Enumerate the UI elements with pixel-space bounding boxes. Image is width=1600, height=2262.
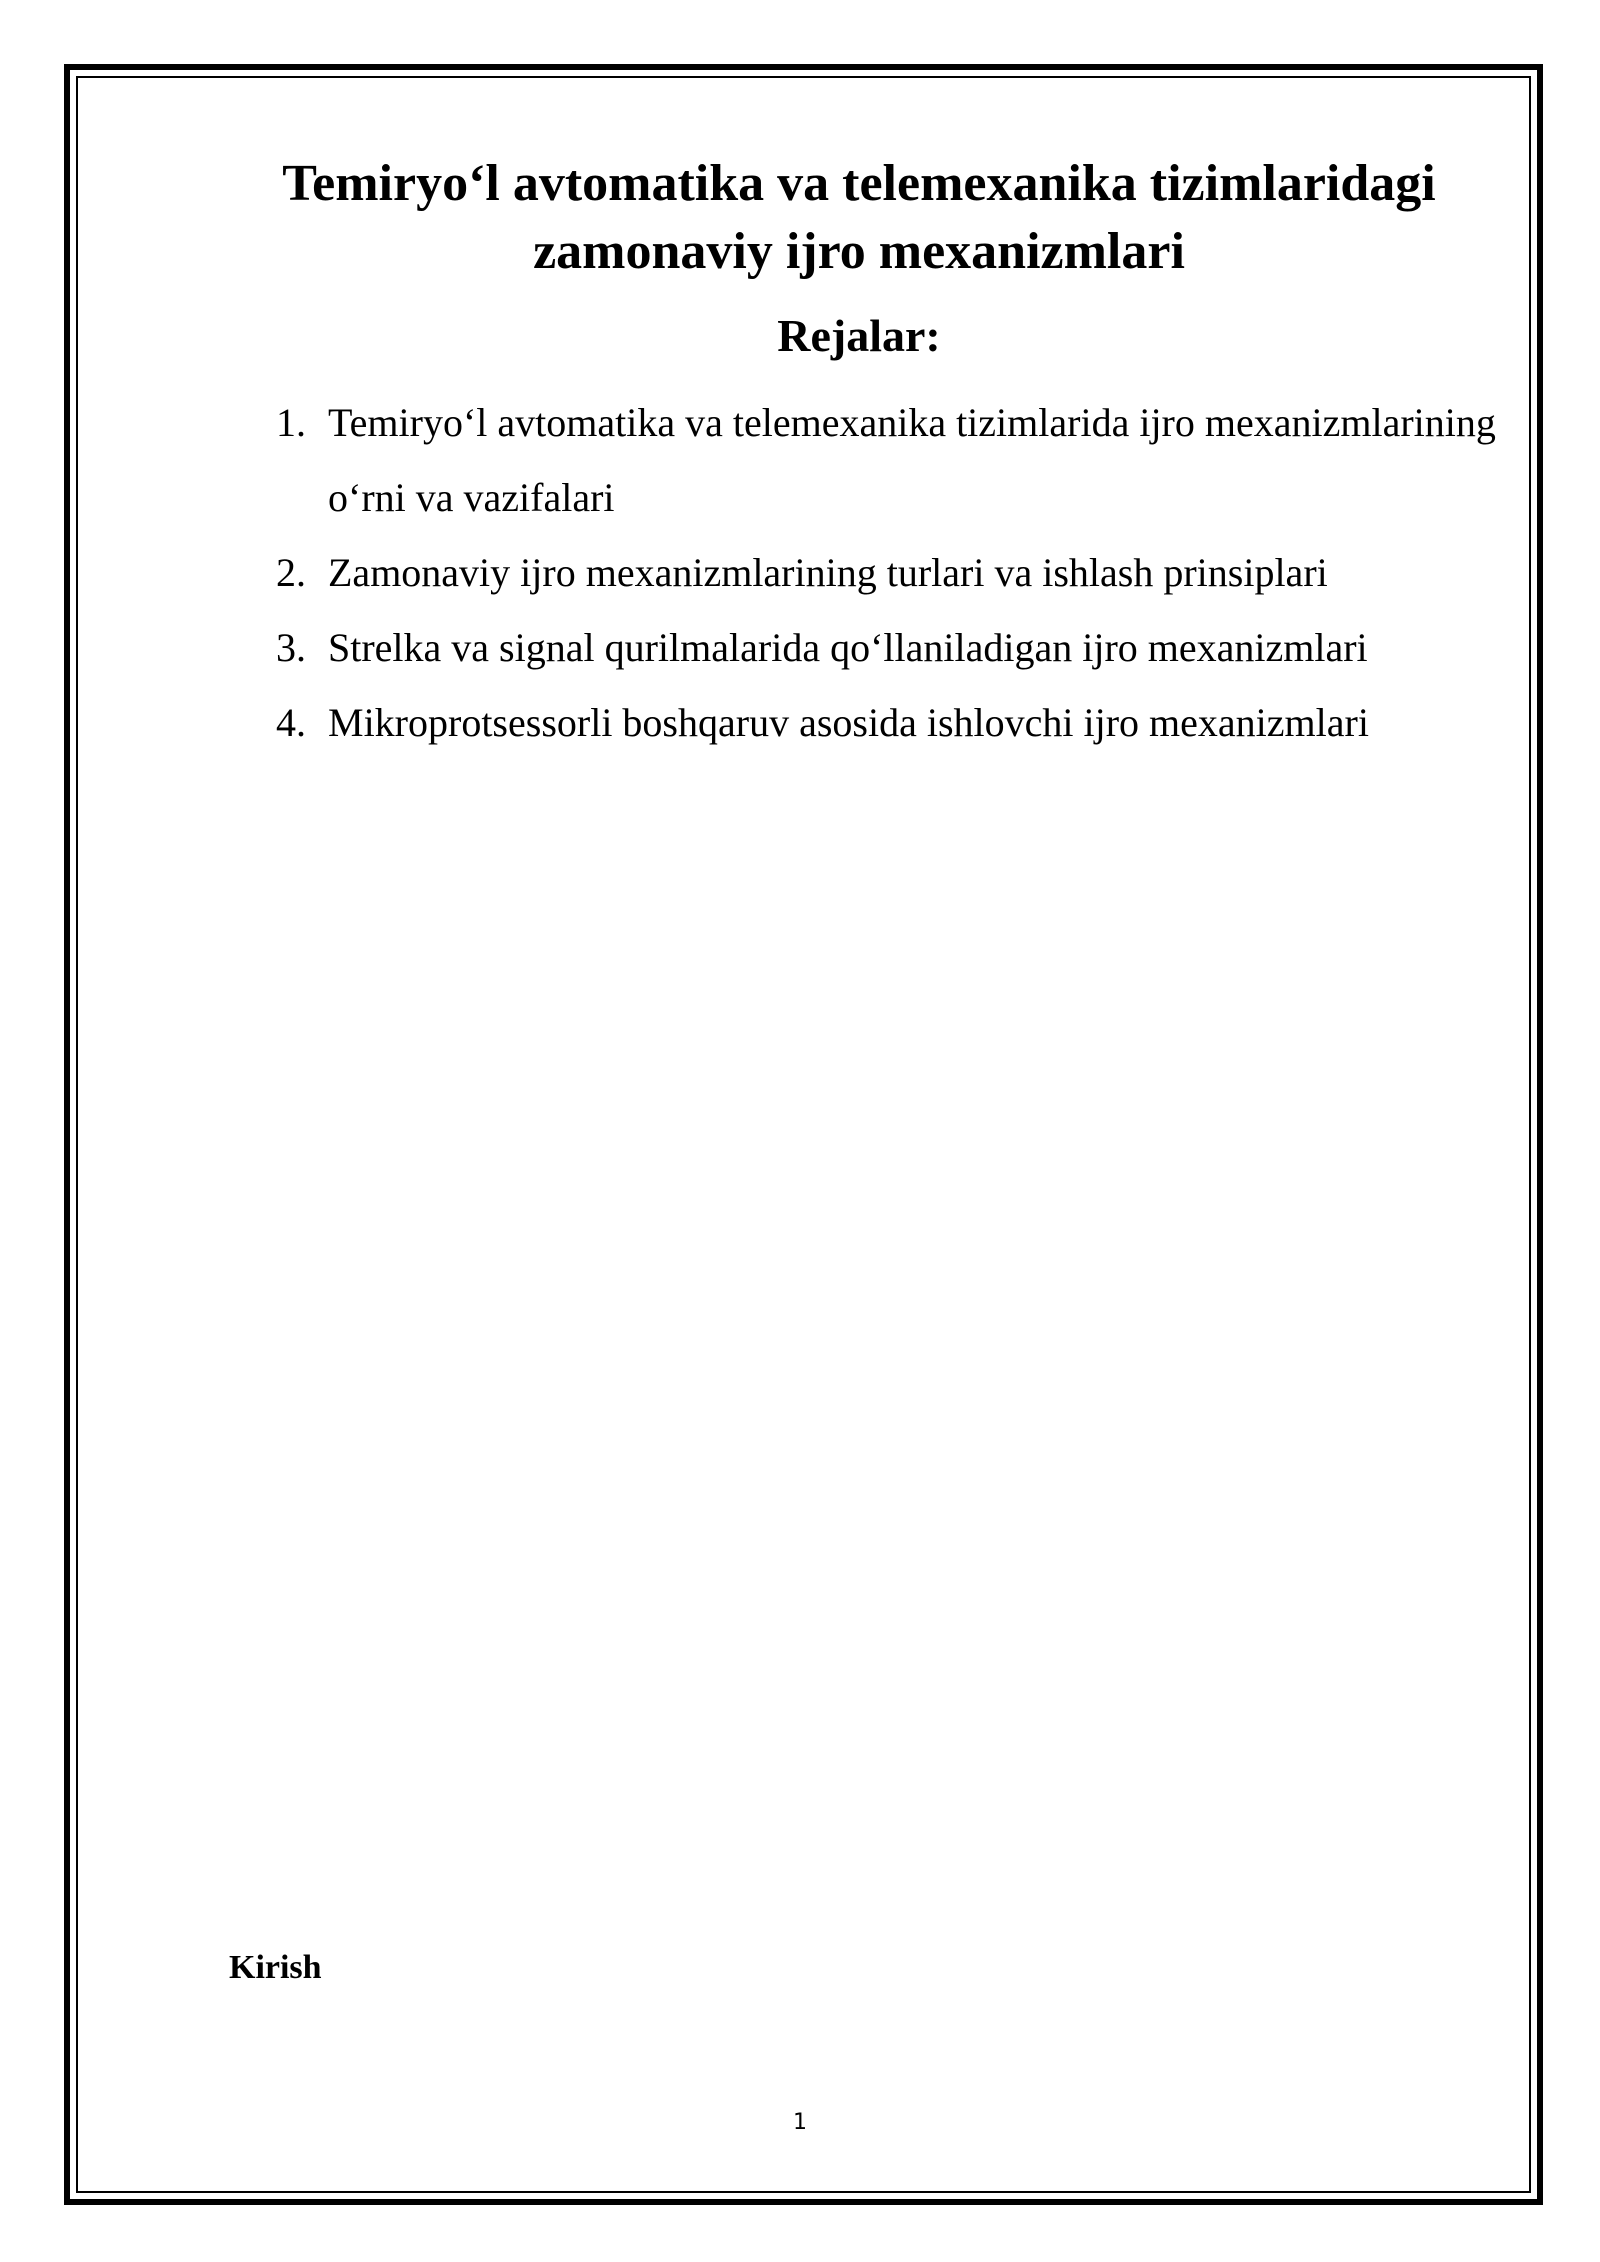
plan-number: 2. <box>276 550 306 595</box>
title-line-2: zamonaviy ijro mexanizmlari <box>533 223 1185 280</box>
document-title <box>200 150 1518 286</box>
plan-item-3 <box>270 610 1530 685</box>
title-line-1: Temiryo‘l avtomatika va telemexanika tizimlaridagi <box>282 155 1436 212</box>
plan-number: 3. <box>276 625 306 670</box>
plans-heading: Rejalar: <box>777 310 941 361</box>
plan-text: Mikroprotsessorli boshqaruv asosida ishlovchi ijro mexanizmlari <box>328 700 1369 745</box>
section-heading-kirish: Kirish <box>229 1949 322 1986</box>
page-number: 1 <box>793 2110 807 2135</box>
plans-list <box>270 385 1530 760</box>
plan-item-1 <box>270 385 1530 535</box>
plan-text: Zamonaviy ijro mexanizmlarining turlari va ishlash prinsiplari <box>328 550 1328 595</box>
plan-number: 4. <box>276 700 306 745</box>
plan-text: Temiryo‘l avtomatika va telemexanika tizimlarida ijro mexanizmlarining o‘rni va vazifalari <box>328 400 1496 520</box>
plan-text: Strelka va signal qurilmalarida qo‘llaniladigan ijro mexanizmlari <box>328 625 1368 670</box>
plan-item-2 <box>270 535 1530 610</box>
plan-number: 1. <box>276 400 306 445</box>
plan-item-4 <box>270 685 1530 760</box>
